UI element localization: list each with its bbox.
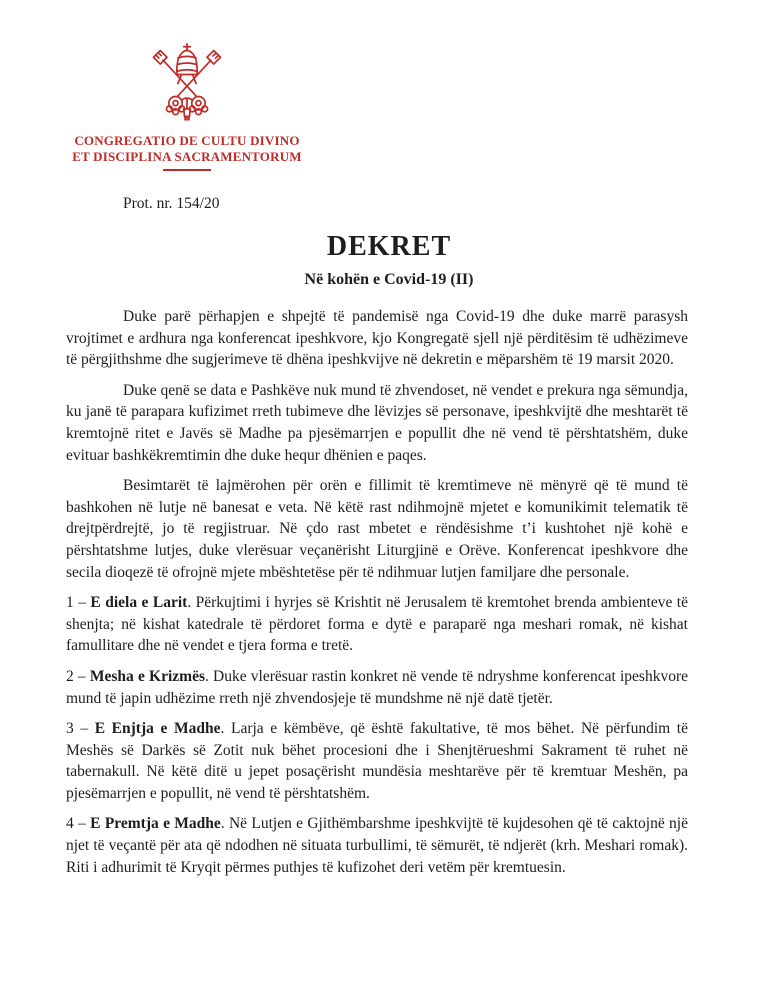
item-1-body: . Përkujtimi i hyrjes së Krishtit në Jerusalem të kremtohet brenda ambienteve të shenjta; në kishat katedrale të përdoret forma e dytë e paraparë nga meshari romak, në kishat famullitare dhe në vendet e tjera forma e tretë. [66, 594, 688, 655]
item-2-number: 2 – [66, 667, 90, 685]
decree-title: DEKRET [326, 231, 452, 262]
letterhead-rule [163, 169, 211, 171]
item-2-heading: Mesha e Krizmës [89, 667, 205, 685]
paragraph-2: Duke qenë se data e Pashkëve nuk mund të zhvendoset, në vendet e prekura nga sëmundja, ku janë të parapara kufizimet rreth tubimeve dhe lëvizjes së personave, ipeshkvijtë dhe meshtarët të kremtojnë ritet e Javës së Madhe pa pjesëmarrjen e popullit dhe në vend të përshtatshëm, duke evituar bashkëkremtimin dhe duke hequr dhënien e paqes. [66, 381, 688, 464]
decree-item-2 [66, 666, 688, 709]
item-1-heading: E diela e Larit [90, 594, 188, 612]
congregation-name-line1: CONGREGATIO DE CULTU DIVINO [74, 133, 300, 148]
item-1-number: 1 – [66, 594, 91, 612]
vatican-crossed-keys-tiara-icon [139, 42, 235, 128]
decree-item-1 [66, 592, 688, 657]
item-3-heading: E Enjtja e Madhe [94, 720, 221, 738]
letterhead [56, 42, 318, 171]
decree-body [66, 306, 688, 878]
decree-item-4 [66, 813, 688, 878]
paragraph-3: Besimtarët të lajmërohen për orën e fillimit të kremtimeve në mënyrë që të mund të bashkohen në lutje në banesat e veta. Në këtë rast ndihmojnë mjetet e komunikimit telematik të drejtpërdrejtë, jo të regjistruar. Në çdo rast mbetet e rëndësishme t’i kushtohet një kohë e përshtatshme lutjes, duke vlerësuar veçanërisht Liturgjinë e Orëve. Konferencat ipeshkvore dhe secila dioqezë të ofrojnë mjete mbështetëse për të ndihmuar lutjen familjare dhe personale. [66, 477, 688, 581]
item-2-body: . Duke vlerësuar rastin konkret në vende të ndryshme konferencat ipeshkvore mund të japin udhëzime rreth një zhvendosjeje të mundshme në një datë tjetër. [66, 667, 688, 707]
item-3-number: 3 – [66, 720, 95, 738]
item-4-number: 4 – [66, 815, 91, 833]
decree-subtitle: Në kohën e Covid-19 (II) [304, 271, 474, 288]
decree-item-3 [66, 718, 688, 804]
item-4-body: . Në Lutjen e Gjithëmbarshme ipeshkvijtë të kujdesohen që të caktojnë një njet të veçantë për ata që ndodhen në situata turbullimi, të sëmurët, të ndjerët (krh. Meshari romak). Riti i adhurimit të Kryqit përmes puthjes të kufizohet deri vetëm për kremtuesin. [66, 815, 688, 876]
item-4-heading: E Premtja e Madhe [90, 815, 221, 833]
protocol-number: Prot. nr. 154/20 [123, 195, 220, 212]
paragraph-1: Duke parë përhapjen e shpejtë të pandemisë nga Covid-19 dhe duke marrë parasysh vrojtimet e ardhura nga konferencat ipeshkvore, kjo Kongregatë sjell një përditësim të udhëzimeve të përgjithshme dhe sugjerimeve të dhëna ipeshkvijve në dekretin e mëparshëm të 19 marsit 2020. [66, 308, 688, 369]
congregation-name-line2: ET DISCIPLINA SACRAMENTORUM [72, 149, 302, 164]
item-3-body: . Larja e këmbëve, që është fakultative, të mos bëhet. Në përfundim të Meshës së Darkës së Zotit nuk bëhet procesioni dhe i Shenjtërueshmi Sakrament të ruhet në tabernakull. Në këtë ditë u jepet posaçërisht mundësia meshtarëve për të kremtuar Meshën, pa pjesëmarrjen e popullit, në vend të përshtatshëm. [66, 720, 688, 802]
